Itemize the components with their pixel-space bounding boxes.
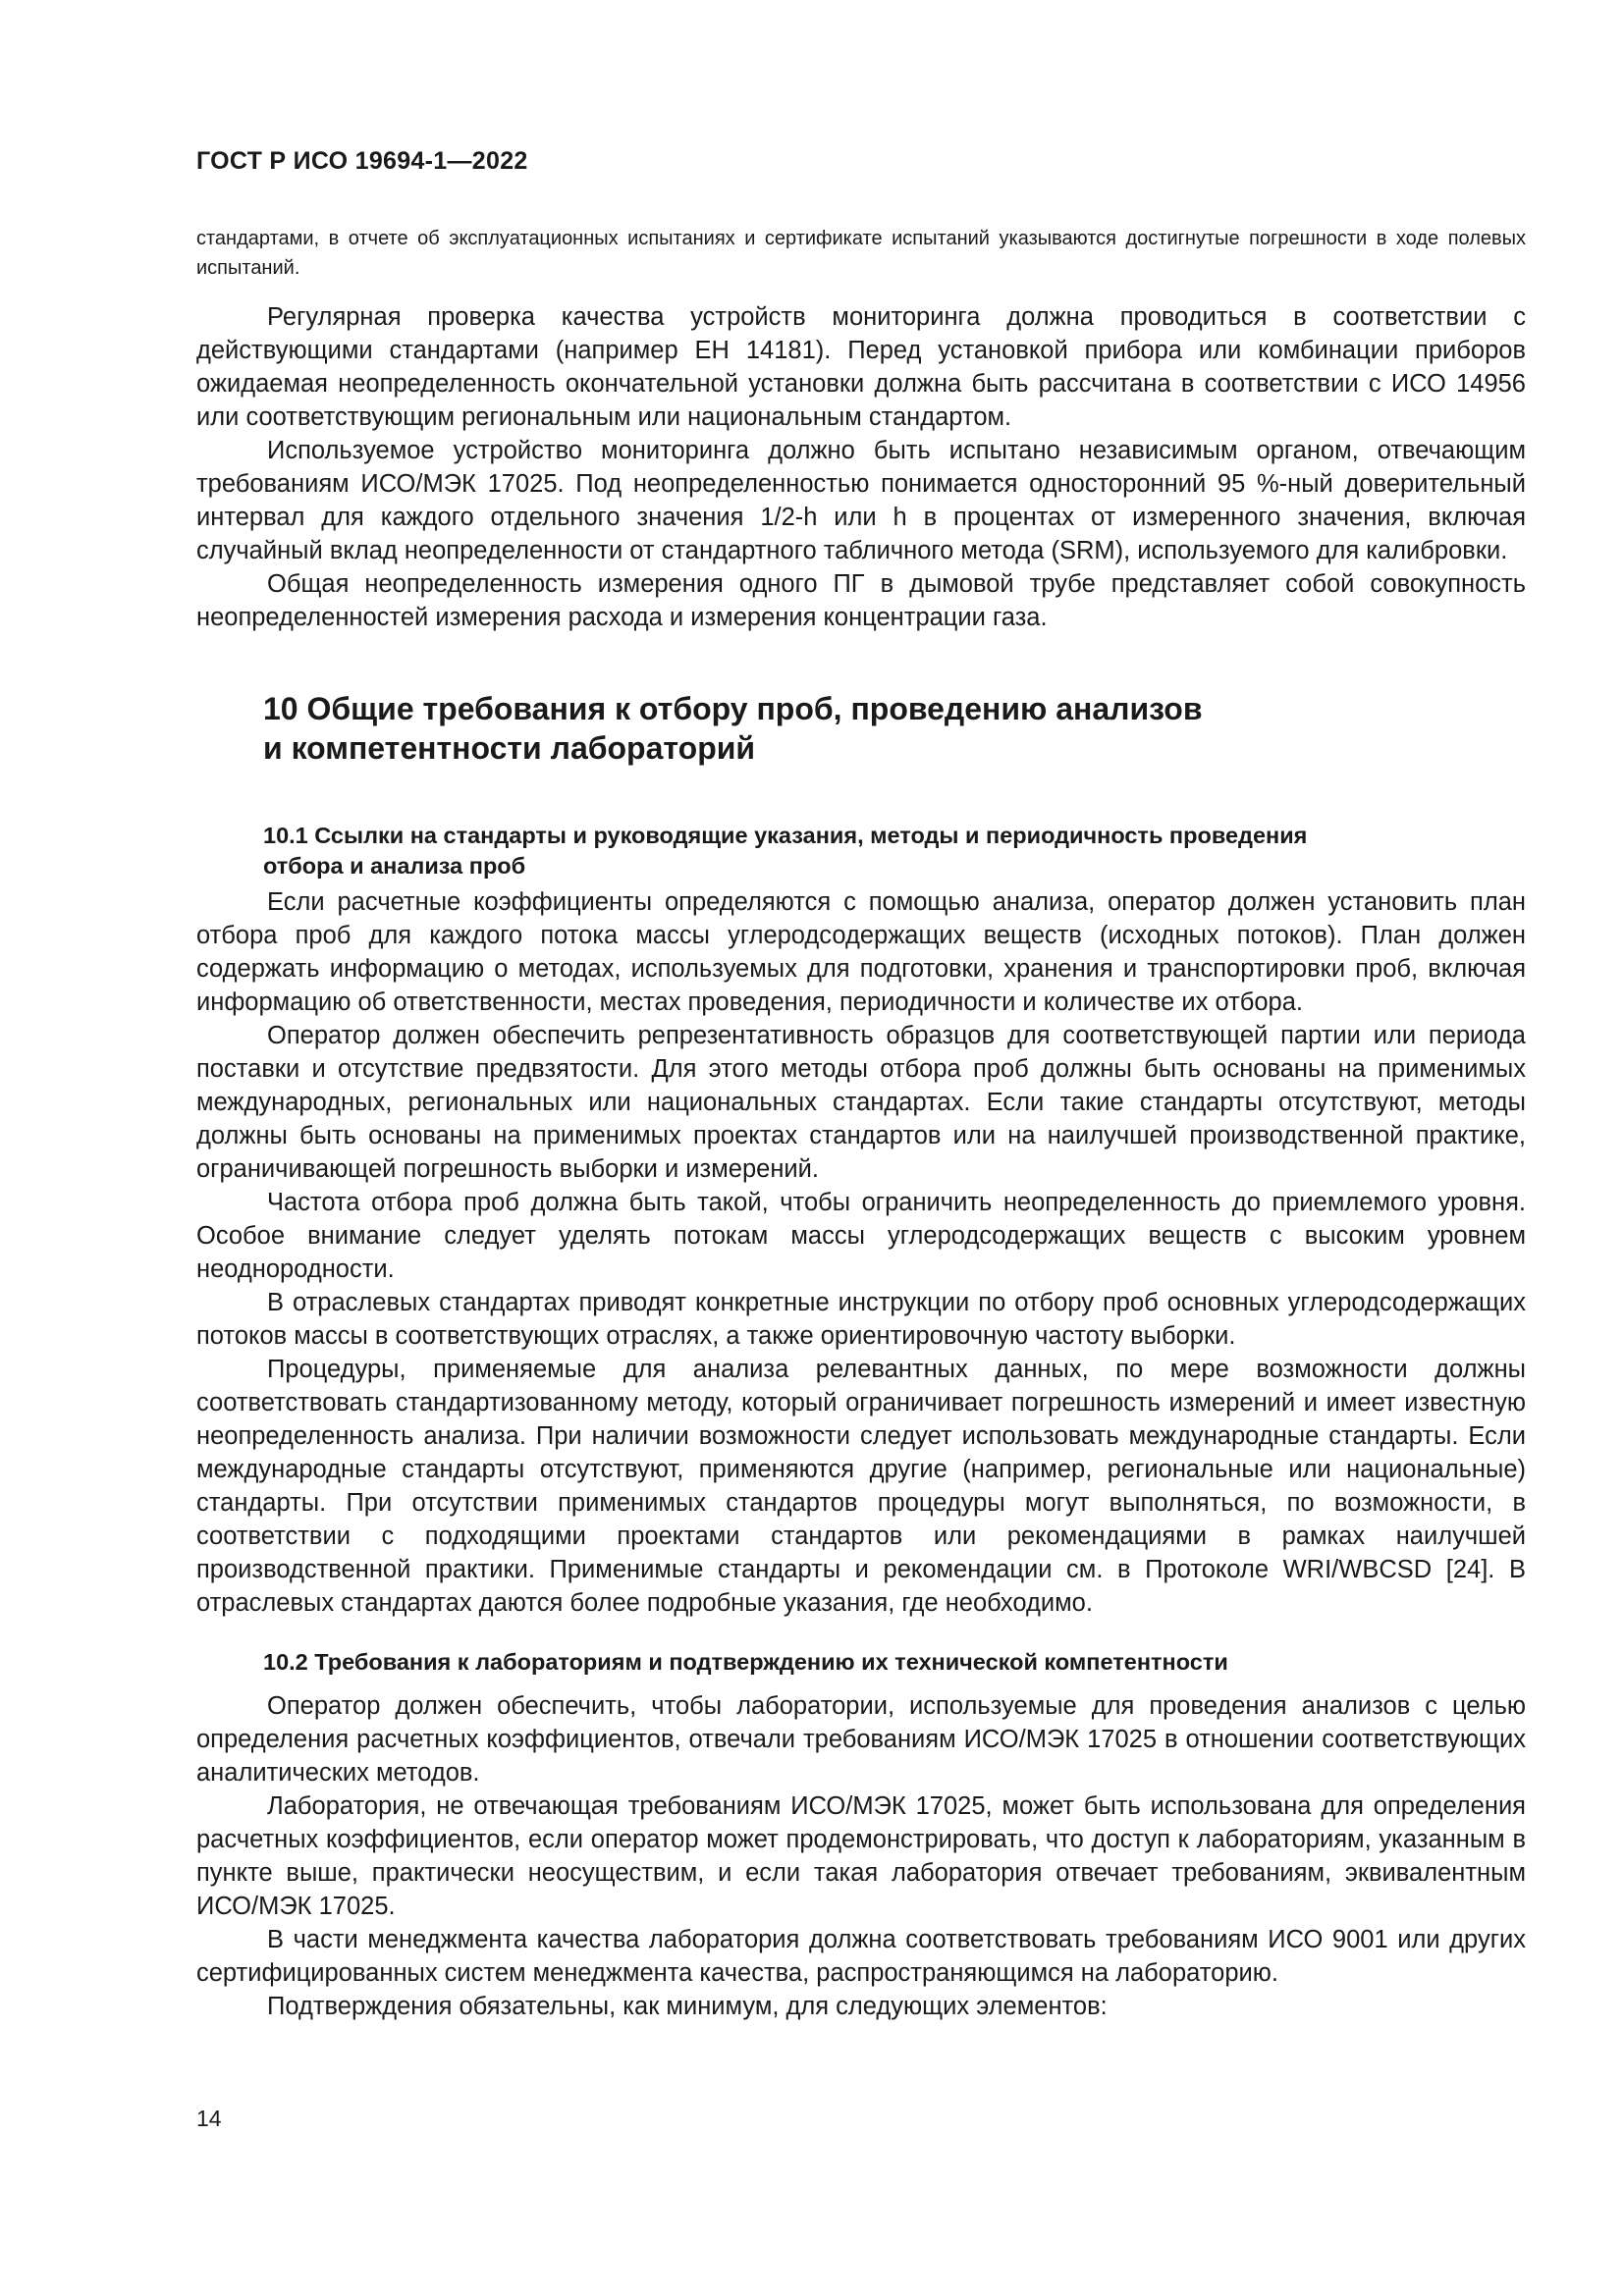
paragraph: Общая неопределенность измерения одного ПГ в дымовой трубе представляет собой совокупность неопределенностей измерения расхода и измерения концентрации газа. (196, 570, 1526, 631)
paragraph: Оператор должен обеспечить, чтобы лаборатории, используемые для проведения анализов с целью определения расчетных коэффициентов, отвечали требованиям ИСО/МЭК 17025 в отношении соответствующих аналитических методов. (196, 1692, 1526, 1787)
paragraph: Лаборатория, не отвечающая требованиям ИСО/МЭК 17025, может быть использована для определения расчетных коэффициентов, если оператор может продемонстрировать, что доступ к лабораториям, указанным в пункте выше, практически неосуществим, и если такая лаборатория отвечает требованиям, эквивалентным ИСО/МЭК 17025. (196, 1792, 1526, 1920)
section-10-1-heading (263, 821, 1526, 881)
section-10-1-title-line-2: отбора и анализа проб (263, 853, 526, 879)
paragraph: В отраслевых стандартах приводят конкретные инструкции по отбору проб основных углеродсодержащих потоков массы в соответствующих отраслях, а также ориентировочную частоту выборки. (196, 1289, 1526, 1350)
paragraph: Частота отбора проб должна быть такой, чтобы ограничить неопределенность до приемлемого уровня. Особое внимание следует уделять потокам массы углеродсодержащих веществ с высоким уровнем неоднородности. (196, 1189, 1526, 1283)
continuation-text: стандартами, в отчете об эксплуатационных испытаниях и сертификате испытаний указываются достигнутые погрешности в ходе полевых испытаний. (196, 228, 1526, 279)
paragraph: Оператор должен обеспечить репрезентативность образцов для соответствующей партии или периода поставки и отсутствие предвзятости. Для этого методы отбора проб должны быть основаны на применимых международных, региональных или национальных стандартах. Если такие стандарты отсутствуют, методы должны быть основаны на применимых проектах стандартов или на наилучшей производственной практике, ограничивающей погрешность выборки и измерений. (196, 1022, 1526, 1183)
paragraph: Регулярная проверка качества устройств мониторинга должна проводиться в соответствии с действующими стандартами (например ЕН 14181). Перед установкой прибора или комбинации приборов ожидаемая неопределенность окончательной установки должна быть рассчитана в соответствии с ИСО 14956 или соответствующим региональным или национальным стандартом. (196, 303, 1526, 431)
section-10-title-line-2: и компетентности лабораторий (263, 730, 756, 766)
section-10-title-line-1: 10 Общие требования к отбору проб, проведению анализов (263, 691, 1203, 726)
paragraph: Если расчетные коэффициенты определяются с помощью анализа, оператор должен установить план отбора проб для каждого потока массы углеродсодержащих веществ (исходных потоков). План должен содержать информацию о методах, используемых для подготовки, хранения и транспортировки проб, включая информацию об ответственности, местах проведения, периодичности и количестве их отбора. (196, 888, 1526, 1016)
document-header: ГОСТ Р ИСО 19694-1—2022 (196, 147, 528, 175)
paragraph: Процедуры, применяемые для анализа релевантных данных, по мере возможности должны соответствовать стандартизованному методу, который ограничивает погрешность измерений и имеет известную неопределенность анализа. При наличии возможности следует использовать международные стандарты. Если международные стандарты отсутствуют, применяются другие (например, региональные или национальные) стандарты. При отсутствии применимых стандартов процедуры могут выполняться, по возможности, в соответствии с подходящими проектами стандартов или рекомендациями в рамках наилучшей производственной практики. Применимые стандарты и рекомендации см. в Протоколе WRI/WBCSD [24]. В отраслевых стандартах даются более подробные указания, где необходимо. (196, 1356, 1526, 1617)
section-10-1-title-line-1: 10.1 Ссылки на стандарты и руководящие указания, методы и периодичность проведения (263, 823, 1308, 848)
paragraph: Подтверждения обязательны, как минимум, для следующих элементов: (267, 1993, 1108, 2020)
paragraph: В части менеджмента качества лаборатория должна соответствовать требованиям ИСО 9001 или других сертифицированных систем менеджмента качества, распространяющимся на лабораторию. (196, 1926, 1526, 1987)
section-10-heading (263, 689, 1526, 768)
page-content (196, 224, 1526, 2023)
section-10-2-heading: 10.2 Требования к лабораториям и подтверждению их технической компетентности (263, 1649, 1228, 1675)
page-number: 14 (196, 2106, 222, 2131)
paragraph: Используемое устройство мониторинга должно быть испытано независимым органом, отвечающим требованиям ИСО/МЭК 17025. Под неопределенностью понимается односторонний 95 %-ный доверительный интервал для каждого отдельного значения 1/2-h или h в процентах от измеренного значения, включая случайный вклад неопределенности от стандартного табличного метода (SRM), используемого для калибровки. (196, 437, 1526, 564)
